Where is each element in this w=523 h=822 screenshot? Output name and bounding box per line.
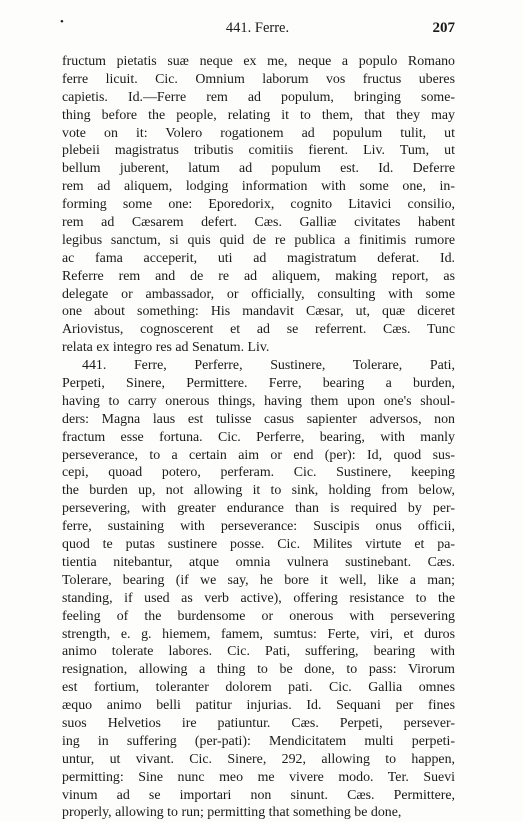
- text-line: resignation, allowing a thing to be done, to pass: Virorum: [62, 662, 455, 678]
- text-line: æquo animo belli patitur injurias. Id. Sequani per fines: [62, 698, 455, 714]
- text-line: ferre, sustaining with perseverance: Suscipis onus officii,: [62, 519, 455, 535]
- text-line: legibus sanctum, si quis quid de re publica a finitimis rumore: [62, 232, 455, 248]
- text-line: ferre licuit. Cic. Omnium laborum vos fructus uberes: [62, 71, 455, 87]
- text-line: ing in suffering (per-pati): Mendicitatem multi perpeti-: [62, 733, 455, 749]
- text-body: [62, 53, 455, 822]
- text-line: rem ad aliquem, lodging information with some one, in-: [62, 179, 455, 195]
- text-line: fractum esse fortuna. Cic. Perferre, bearing, with manly: [62, 429, 455, 445]
- text-line: persevering, with greater endurance than is required by per-: [62, 501, 455, 517]
- text-line: Tolerare, bearing (if we say, he bore it well, like a man;: [62, 572, 455, 588]
- printer-mark: •: [60, 16, 64, 28]
- text-line: plebeii magistratus tributis comitiis fierent. Liv. Tum, ut: [62, 143, 455, 159]
- text-line: bellum juberent, latum ad populum est. Id. Deferre: [62, 161, 455, 177]
- text-line: quod te putas sustinere posse. Cic. Milites virtute et pa-: [62, 537, 455, 553]
- text-line: vote on it: Volero rogationem ad populum tulit, ut: [62, 125, 455, 141]
- text-line: untur, ut vivant. Cic. Sinere, 292, allowing to happen,: [62, 751, 455, 767]
- text-line: ders: Magna laus est tulisse casus sapienter adversos, non: [62, 411, 455, 427]
- text-line: thing before the people, relating it to them, that they may: [62, 107, 455, 123]
- text-line: perseverance, to a certain aim or end (per): Id, quod sus-: [62, 447, 455, 463]
- text-line: tientia nitebantur, atque omnia vulnera sustinebant. Cæs.: [62, 554, 455, 570]
- text-line: ac fama acceperit, uti ad magistratum deferat. Id.: [62, 250, 455, 266]
- text-line: capietis. Id.—Ferre rem ad populum, bringing some-: [62, 89, 455, 105]
- text-line: having to carry onerous things, having them upon one's shoul-: [62, 393, 455, 409]
- page-number: 207: [432, 20, 455, 36]
- text-line: relata ex integro res ad Senatum. Liv.: [62, 340, 270, 356]
- text-line: animo tolerate labores. Cic. Pati, suffering, bearing with: [62, 644, 455, 660]
- text-line: the burden up, not allowing it to sink, holding from below,: [62, 483, 455, 499]
- text-line: properly, allowing to run; permitting that something be done,: [62, 805, 402, 821]
- text-line: Referre rem and de re ad aliquem, making report, as: [62, 268, 455, 284]
- running-header: [60, 16, 455, 44]
- text-line: rem ad Cæsarem defert. Cæs. Galliæ civitates habent: [62, 215, 455, 231]
- text-line: feeling of the burdensome or onerous with persevering: [62, 608, 455, 624]
- text-line: Perpeti, Sinere, Permittere. Ferre, bearing a burden,: [62, 376, 455, 392]
- text-line: one about something: His mandavit Cæsar, ut, quæ diceret: [62, 304, 455, 320]
- text-line: cepi, quoad potero, perferam. Cic. Sustinere, keeping: [62, 465, 455, 481]
- text-line: suos Helvetios ire patiuntur. Cæs. Perpeti, persever-: [62, 715, 455, 731]
- text-line: 441. Ferre, Perferre, Sustinere, Tolerare, Pati,: [82, 358, 455, 374]
- text-line: est fortium, toleranter dolorem pati. Cic. Gallia omnes: [62, 680, 455, 696]
- text-line: vinum ad se importari non sinunt. Cæs. Permittere,: [62, 787, 455, 803]
- text-line: standing, if used as verb active), offering resistance to the: [62, 590, 455, 606]
- running-title: 441. Ferre.: [225, 20, 290, 36]
- text-line: fructum pietatis suæ neque ex me, neque a populo Romano: [62, 54, 455, 69]
- text-line: Ariovistus, cognoscerent et ad se referrent. Cæs. Tunc: [62, 322, 455, 338]
- text-line: forming some one: Eporedorix, cognito Litavici consilio,: [62, 197, 455, 213]
- text-line: permitting: Sine nunc meo me vivere modo. Ter. Suevi: [62, 769, 455, 785]
- text-line: strength, e. g. hiemem, famem, sumtus: Ferte, viri, et duros: [62, 626, 455, 642]
- text-line: delegate or ambassador, or officially, consulting with some: [62, 286, 455, 302]
